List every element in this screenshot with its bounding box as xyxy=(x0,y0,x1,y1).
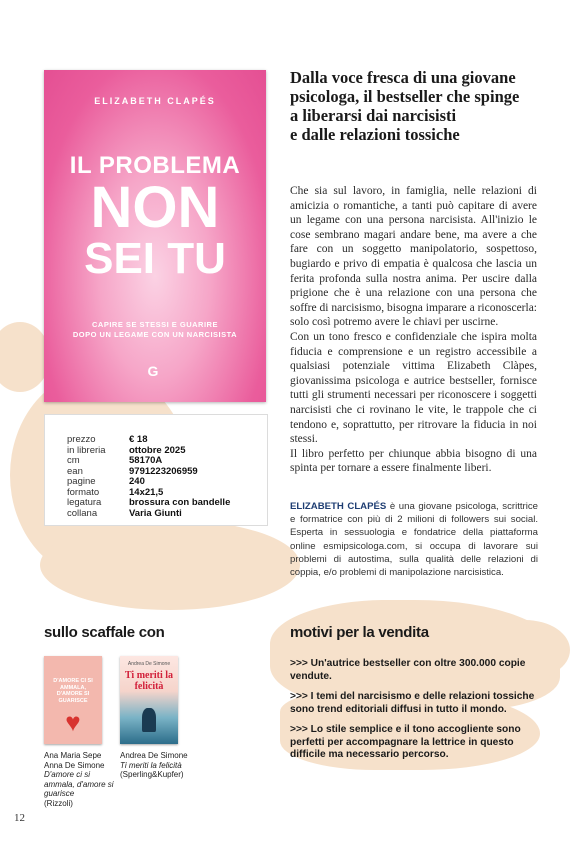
cover-subtitle-line1: CAPIRE SE STESSI E GUARIRE xyxy=(92,320,218,329)
info-key: ean xyxy=(67,465,83,477)
body-paragraph-2: Con un tono fresco e confidenziale che ispira molta fiducia e comprensione e un registro accessibile a qualsiasi potenziale vittima Elizabeth Clàpes, giovanissima psicologa e autrice bestseller, fornisce tutti gli strumenti necessari per riconoscere i soggetti narcisisti che ci rovinano le vite, le trappole che ci tendono e, soprattutto, per ritrovare la fiducia in noi stessi. xyxy=(290,330,537,446)
headline-line2: psicologa, il bestseller che spinge xyxy=(290,87,520,106)
motivi-list xyxy=(290,658,540,770)
body-paragraph-3: Il libro perfetto per chiunque abbia bisogno di una spinta per tornare a essere finalmente liberi. xyxy=(290,447,537,475)
related-book-cover-2 xyxy=(120,656,178,744)
bio-name: ELIZABETH CLAPÉS xyxy=(290,501,387,512)
cover-subtitle-line2: DOPO UN LEGAME CON UN NARCISISTA xyxy=(72,330,238,339)
related-book-1-authors: Ana Maria Sepe Anna De Simone xyxy=(44,751,105,770)
related-book-2-cover-title: Ti meriti la felicità xyxy=(124,670,174,692)
figure-silhouette-icon xyxy=(142,708,156,732)
related-book-cover-1 xyxy=(44,656,102,744)
splash-left-bottom xyxy=(40,520,300,610)
info-key: in libreria xyxy=(67,444,106,456)
body-text xyxy=(290,184,537,476)
heart-icon: ♥ xyxy=(65,707,81,737)
info-key: prezzo xyxy=(67,434,96,445)
cover-title-line3: SEI TU xyxy=(84,234,226,283)
info-value: 240 xyxy=(129,476,145,487)
bio-text: è una giovane psicologa, scrittrice e formatrice con più di 2 milioni di followers sui social. Esperta in sessuologia e fondatrice della piattaforma online esmipsicologa.com, si occupa di lavorare sui problemi di autostima, sulla qualità delle relazioni di coppia, e/o problemi di manipolazione narcisistica. xyxy=(290,501,538,579)
info-value: 14x21,5 xyxy=(129,486,164,498)
related-book-2-publisher: (Sperling&Kupfer) xyxy=(120,770,184,779)
info-value: Varia Giunti xyxy=(129,507,182,519)
info-key: legatura xyxy=(67,497,102,508)
book-cover xyxy=(44,70,266,402)
splash-left-top xyxy=(0,322,50,392)
info-row xyxy=(67,456,230,467)
motivo-item: >>> I temi del narcisismo e delle relazioni tossiche sono trend editoriali diffusi in tutto il mondo. xyxy=(290,691,535,715)
info-row xyxy=(67,477,230,488)
book-info-table xyxy=(67,435,230,519)
motivo-item: >>> Lo stile semplice e il tono accogliente sono perfetti per accompagnare la lettrice in questo difficile ma necessario percorso. xyxy=(290,724,521,760)
headline-line3: a liberarsi dai narcisisti xyxy=(290,106,457,125)
info-row xyxy=(67,509,230,520)
body-paragraph-1: Che sia sul lavoro, in famiglia, nelle relazioni di amicizia o romantiche, a tanti può capitare di avere un legame con una persona narcisista. All'inizio le cose sembrano magari andare bene, ma avere a che fare con un soggetto manipolatorio, sospettoso, bugiardo e privo di empatia è qualcosa che lascia un ferita profonda sulla nostra anima. Per uscire dalla prigione che è una relazione con una persona che soffre di narcisismo, bisogna imparare a riconoscerla: solo così potremo avere le chiavi per uscirne. xyxy=(290,185,537,329)
related-book-1-publisher: (Rizzoli) xyxy=(44,798,73,808)
related-book-2-cover-author: Andrea De Simone xyxy=(127,661,171,667)
related-book-1-text xyxy=(44,751,122,808)
shelf-title: sullo scaffale con xyxy=(44,624,165,641)
headline-line4: e dalle relazioni tossiche xyxy=(290,125,460,144)
cover-subtitle xyxy=(44,320,266,340)
author-bio xyxy=(290,500,538,579)
info-key: collana xyxy=(67,507,98,519)
headline xyxy=(290,68,550,144)
publisher-logo-icon: G xyxy=(147,363,159,379)
info-row xyxy=(67,498,230,509)
info-key: pagine xyxy=(67,476,96,487)
book-info-box xyxy=(44,414,268,526)
info-row xyxy=(67,435,230,446)
info-value: € 18 xyxy=(129,434,148,445)
related-book-1-cover-title: D'AMORE CI SI AMMALA, D'AMORE SI GUARISCE xyxy=(53,678,93,704)
motivo-item: >>> Un'autrice bestseller con oltre 300.000 copie vendute. xyxy=(290,658,526,682)
cover-title-line1: IL PROBLEMA xyxy=(69,152,241,179)
cover-author: ELIZABETH CLAPÉS xyxy=(94,96,216,106)
info-value: 58170A xyxy=(129,455,163,466)
info-key: cm xyxy=(67,455,80,466)
related-book-2-text xyxy=(120,751,210,780)
page-number: 12 xyxy=(14,812,25,824)
info-value: brossura con bandelle xyxy=(129,497,231,508)
motivi-title: motivi per la vendita xyxy=(290,624,429,641)
info-value: ottobre 2025 xyxy=(129,444,186,456)
headline-line1: Dalla voce fresca di una giovane xyxy=(290,68,516,87)
related-book-2-authors: Andrea De Simone xyxy=(120,751,188,760)
info-value: 9791223206959 xyxy=(129,465,198,477)
cover-title-line2: NON xyxy=(90,175,220,240)
related-book-1-title: D'amore ci si ammala, d'amore si guarisce xyxy=(44,770,114,798)
related-book-2-title: Ti meriti la felicità xyxy=(120,760,182,770)
info-key: formato xyxy=(67,486,100,498)
